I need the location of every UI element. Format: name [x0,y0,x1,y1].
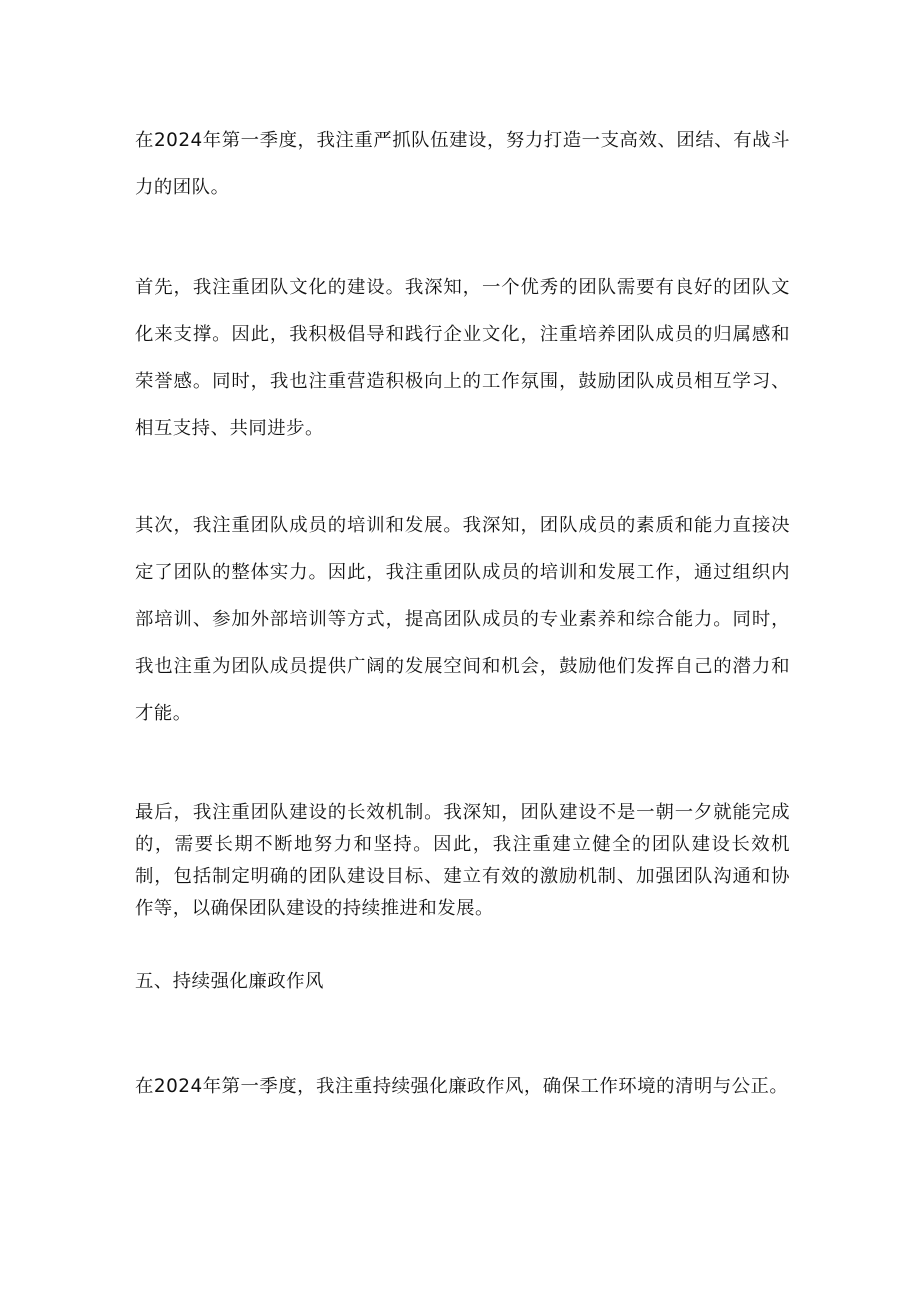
paragraph-training-development: 其次，我注重团队成员的培训和发展。我深知，团队成员的素质和能力直接决定了团队的整体实力。因此，我注重团队成员的培训和发展工作，通过组织内部培训、参加外部培训等方式，提高团队成员的专业素养和综合能力。同时，我也注重为团队成员提供广阔的发展空间和机会，鼓励他们发挥自己的潜力和才能。 [135,515,790,724]
paragraph-team-building-intro: 在2024年第一季度，我注重严抓队伍建设，努力打造一支高效、团结、有战斗力的团队。 [135,130,790,198]
paragraph-long-term-mechanism: 最后，我注重团队建设的长效机制。我深知，团队建设不是一朝一夕就能完成的，需要长期不断地努力和坚持。因此，我注重建立健全的团队建设长效机制，包括制定明确的团队建设目标、建立有效的激励机制、加强团队沟通和协作等，以确保团队建设的持续推进和发展。 [135,802,790,919]
section-heading: 五、持续强化廉政作风 [135,971,324,992]
paragraph-integrity-intro: 在2024年第一季度，我注重持续强化廉政作风，确保工作环境的清明与公正。 [135,1076,789,1097]
paragraph-team-culture: 首先，我注重团队文化的建设。我深知，一个优秀的团队需要有良好的团队文化来支撑。因此，我积极倡导和践行企业文化，注重培养团队成员的归属感和荣誉感。同时，我也注重营造积极向上的工作氛围，鼓励团队成员相互学习、相互支持、共同进步。 [135,277,790,439]
